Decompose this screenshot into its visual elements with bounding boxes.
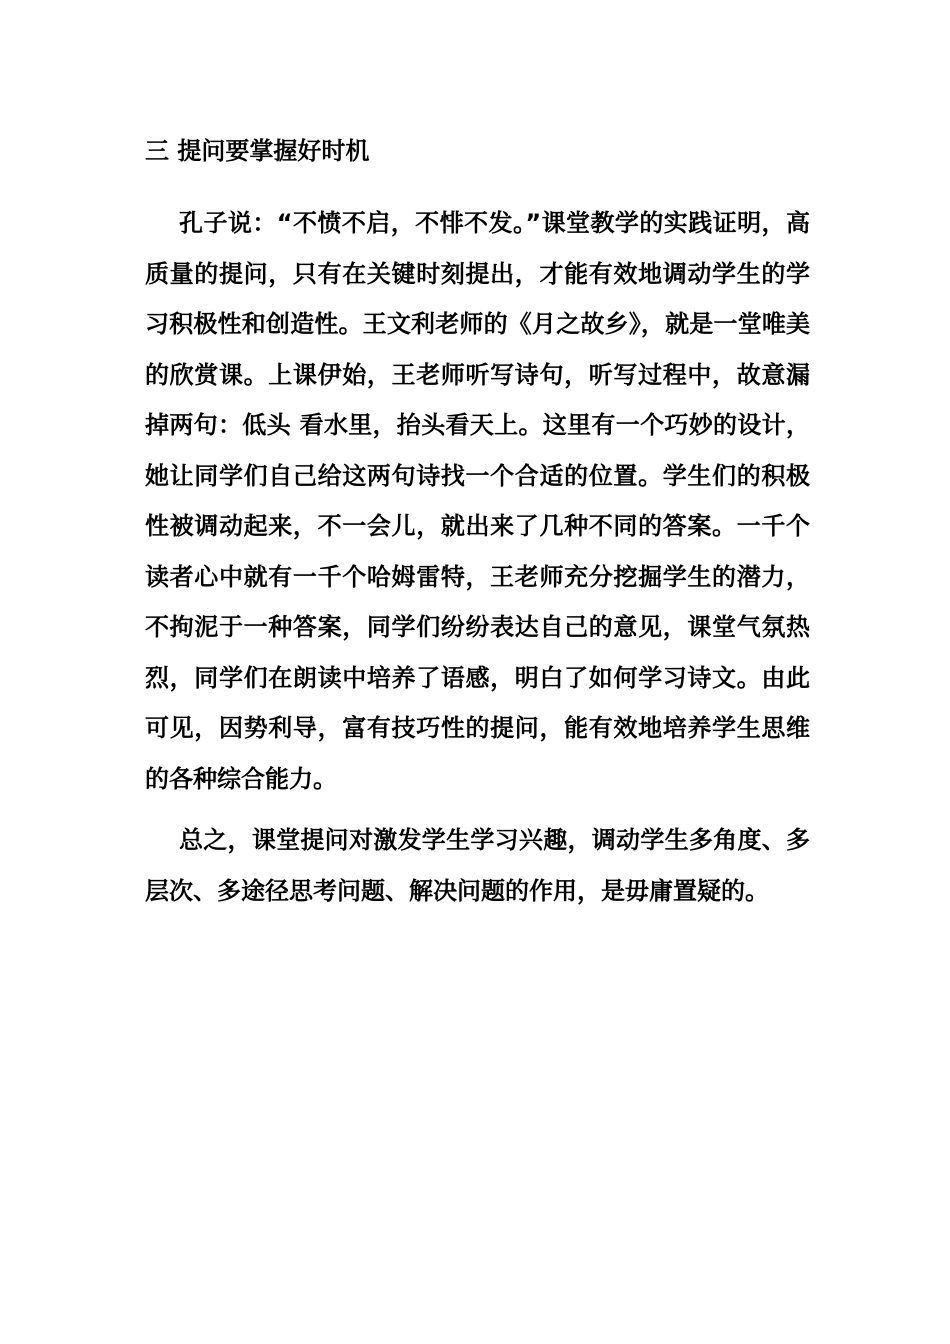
section-heading: 三 提问要掌握好时机 (145, 137, 370, 165)
conclusion-paragraph: 总之，课堂提问对激发学生学习兴趣，调动学生多角度、多层次、多途径思考问题、解决问题的作用，是毋庸置疑的。 (145, 826, 810, 905)
body-paragraph: 孔子说：“不愤不启，不悱不发。”课堂教学的实践证明，高质量的提问，只有在关键时刻提出，才能有效地调动学生的学习积极性和创造性。王文利老师的《月之故乡》，就是一堂唯美的欣赏课。上课伊始，王老师听写诗句，听写过程中，故意漏掉两句：低头 看水里，抬头看天上。这里有一个巧妙的设计，她让同学们自己给这两句诗找一个合适的位置。学生们的积极性被调动起来，不一会儿，就出来了几种不同的答案。一千个读者心中就有一千个哈姆雷特，王老师充分挖掘学生的潜力，不拘泥于一种答案，同学们纷纷表达自己的意见，课堂气氛热烈，同学们在朗读中培养了语感，明白了如何学习诗文。由此可见，因势利导，富有技巧性的提问，能有效地培养学生思维的各种综合能力。 (145, 209, 810, 793)
